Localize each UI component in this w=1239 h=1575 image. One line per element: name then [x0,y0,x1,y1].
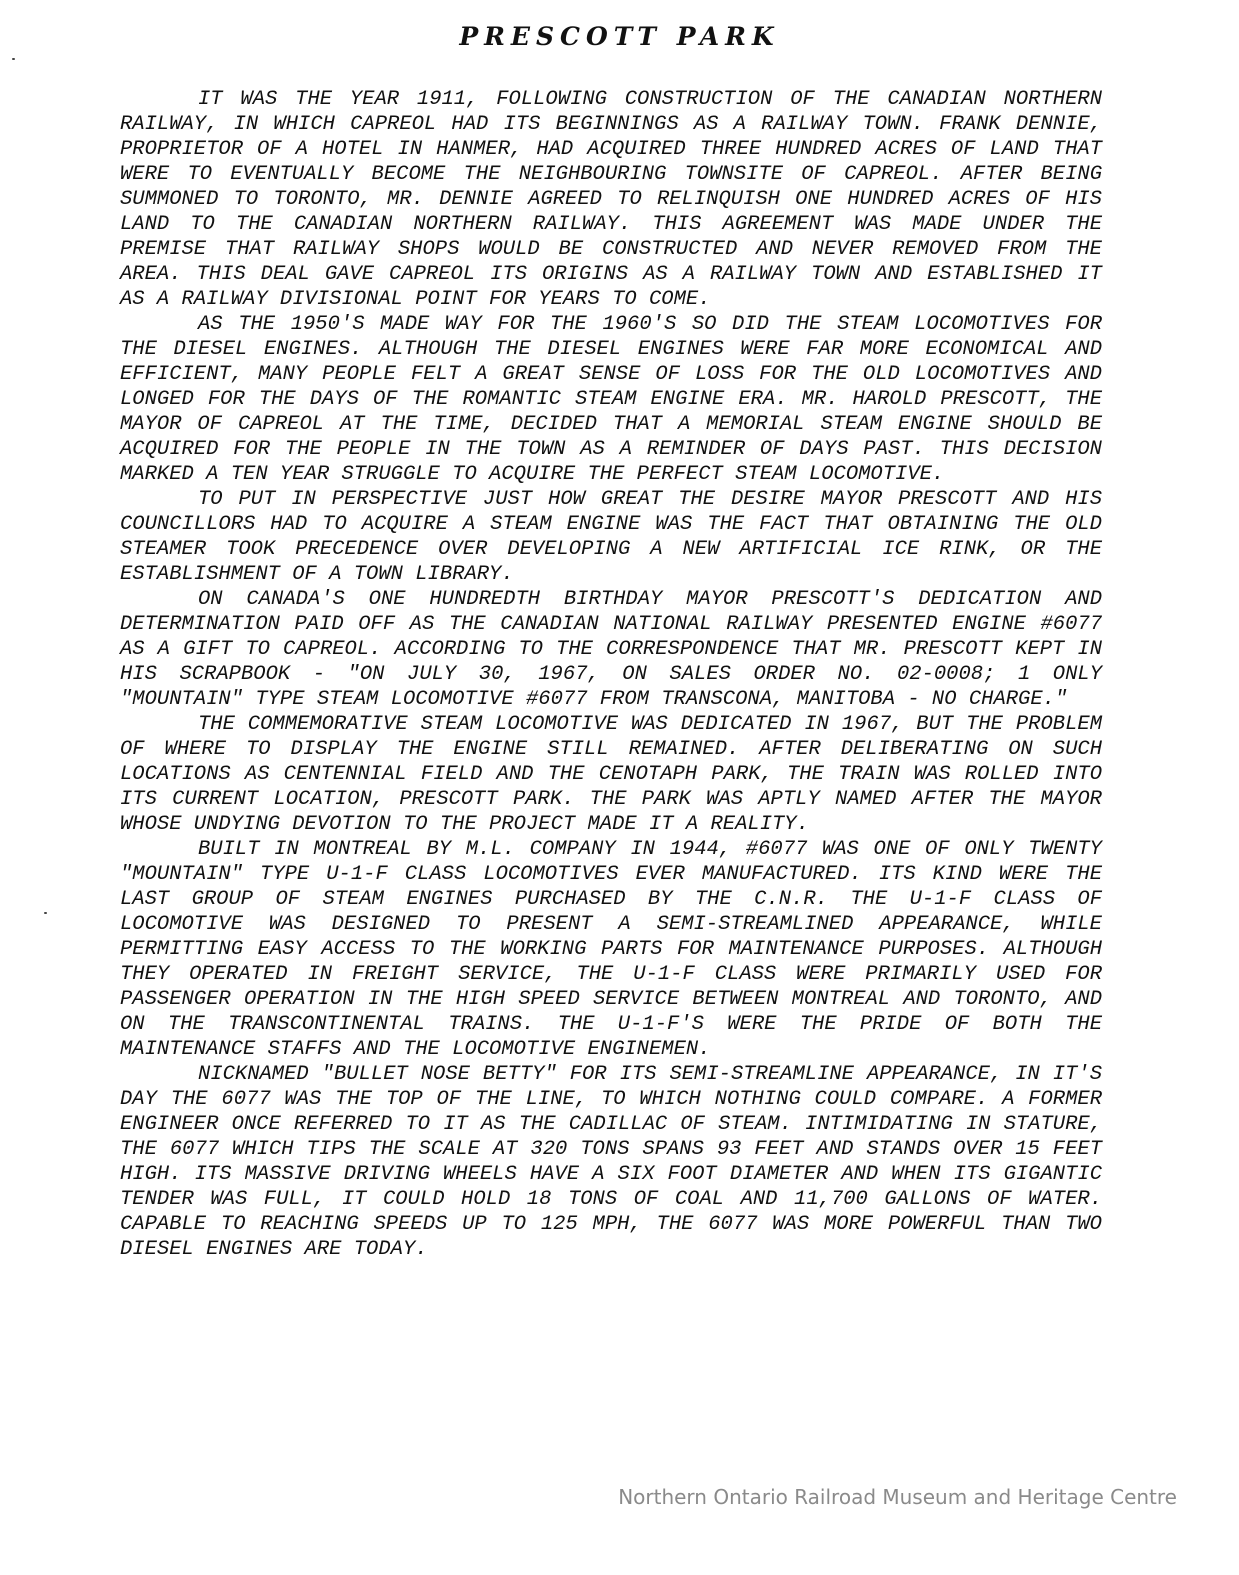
paragraph-dedication: THE COMMEMORATIVE STEAM LOCOMOTIVE WAS DEDICATED IN 1967, BUT THE PROBLEM OF WHERE TO DISPLAY THE ENGINE STILL REMAINED. AFTER DELIBERATING ON SUCH LOCATIONS AS CENTENNIAL FIELD AND THE CENOTAPH PARK, THE TRAIN WAS ROLLED INTO ITS CURRENT LOCATION, PRESCOTT PARK. THE PARK WAS APTLY NAMED AFTER THE MAYOR WHOSE UNDYING DEVOTION TO THE PROJECT MADE IT A REALITY. [120,713,1102,836]
paragraph-history: IT WAS THE YEAR 1911, FOLLOWING CONSTRUCTION OF THE CANADIAN NORTHERN RAILWAY, IN WHICH CAPREOL HAD ITS BEGINNINGS AS A RAILWAY TOWN. FRANK DENNIE, PROPRIETOR OF A HOTEL IN HANMER, HAD ACQUIRED THREE HUNDRED ACRES OF LAND THAT WERE TO EVENTUALLY BECOME THE NEIGHBOURING TOWNSITE OF CAPREOL. AFTER BEING SUMMONED TO TORONTO, MR. DENNIE AGREED TO RELINQUISH ONE HUNDRED ACRES OF HIS LAND TO THE CANADIAN NORTHERN RAILWAY. THIS AGREEMENT WAS MADE UNDER THE PREMISE THAT RAILWAY SHOPS WOULD BE CONSTRUCTED AND NEVER REMOVED FROM THE AREA. THIS DEAL GAVE CAPREOL ITS ORIGINS AS A RAILWAY TOWN AND ESTABLISHED IT AS A RAILWAY DIVISIONAL POINT FOR YEARS TO COME. [120,88,1102,311]
document-body [120,87,1102,1262]
scan-speck [44,912,47,914]
paragraph-gift: ON CANADA'S ONE HUNDREDTH BIRTHDAY MAYOR PRESCOTT'S DEDICATION AND DETERMINATION PAID OFF AS THE CANADIAN NATIONAL RAILWAY PRESENTED ENGINE #6077 AS A GIFT TO CAPREOL. ACCORDING TO THE CORRESPONDENCE THAT MR. PRESCOTT KEPT IN HIS SCRAPBOOK - "ON JULY 30, 1967, ON SALES ORDER NO. 02-0008; 1 ONLY "MOUNTAIN" TYPE STEAM LOCOMOTIVE #6077 FROM TRANSCONA, MANITOBA - NO CHARGE." [120,588,1102,711]
paragraph-nickname: NICKNAMED "BULLET NOSE BETTY" FOR ITS SEMI-STREAMLINE APPEARANCE, IN IT'S DAY THE 6077 WAS THE TOP OF THE LINE, TO WHICH NOTHING COULD COMPARE. A FORMER ENGINEER ONCE REFERRED TO IT AS THE CADILLAC OF STEAM. INTIMIDATING IN STATURE, THE 6077 WHICH TIPS THE SCALE AT 320 TONS SPANS 93 FEET AND STANDS OVER 15 FEET HIGH. ITS MASSIVE DRIVING WHEELS HAVE A SIX FOOT DIAMETER AND WHEN ITS GIGANTIC TENDER WAS FULL, IT COULD HOLD 18 TONS OF COAL AND 11,700 GALLONS OF WATER. CAPABLE TO REACHING SPEEDS UP TO 125 MPH, THE 6077 WAS MORE POWERFUL THAN TWO DIESEL ENGINES ARE TODAY. [120,1063,1102,1261]
paragraph-construction: BUILT IN MONTREAL BY M.L. COMPANY IN 1944, #6077 WAS ONE OF ONLY TWENTY "MOUNTAIN" TYPE U-1-F CLASS LOCOMOTIVES EVER MANUFACTURED. ITS KIND WERE THE LAST GROUP OF STEAM ENGINES PURCHASED BY THE C.N.R. THE U-1-F CLASS OF LOCOMOTIVE WAS DESIGNED TO PRESENT A SEMI-STREAMLINED APPEARANCE, WHILE PERMITTING EASY ACCESS TO THE WORKING PARTS FOR MAINTENANCE PURPOSES. ALTHOUGH THEY OPERATED IN FREIGHT SERVICE, THE U-1-F CLASS WERE PRIMARILY USED FOR PASSENGER OPERATION IN THE HIGH SPEED SERVICE BETWEEN MONTREAL AND TORONTO, AND ON THE TRANSCONTINENTAL TRAINS. THE U-1-F'S WERE THE PRIDE OF BOTH THE MAINTENANCE STAFFS AND THE LOCOMOTIVE ENGINEMEN. [120,838,1102,1061]
watermark-credit: Northern Ontario Railroad Museum and Heritage Centre [618,1485,1177,1509]
paragraph-perspective: TO PUT IN PERSPECTIVE JUST HOW GREAT THE DESIRE MAYOR PRESCOTT AND HIS COUNCILLORS HAD TO ACQUIRE A STEAM ENGINE WAS THE FACT THAT OBTAINING THE OLD STEAMER TOOK PRECEDENCE OVER DEVELOPING A NEW ARTIFICIAL ICE RINK, OR THE ESTABLISHMENT OF A TOWN LIBRARY. [120,488,1102,586]
scan-speck [12,58,15,60]
paragraph-steam-era: AS THE 1950'S MADE WAY FOR THE 1960'S SO DID THE STEAM LOCOMOTIVES FOR THE DIESEL ENGINES. ALTHOUGH THE DIESEL ENGINES WERE FAR MORE ECONOMICAL AND EFFICIENT, MANY PEOPLE FELT A GREAT SENSE OF LOSS FOR THE OLD LOCOMOTIVES AND LONGED FOR THE DAYS OF THE ROMANTIC STEAM ENGINE ERA. MR. HAROLD PRESCOTT, THE MAYOR OF CAPREOL AT THE TIME, DECIDED THAT A MEMORIAL STEAM ENGINE SHOULD BE ACQUIRED FOR THE PEOPLE IN THE TOWN AS A REMINDER OF DAYS PAST. THIS DECISION MARKED A TEN YEAR STRUGGLE TO ACQUIRE THE PERFECT STEAM LOCOMOTIVE. [120,313,1102,486]
page-title: PRESCOTT PARK [459,22,780,51]
